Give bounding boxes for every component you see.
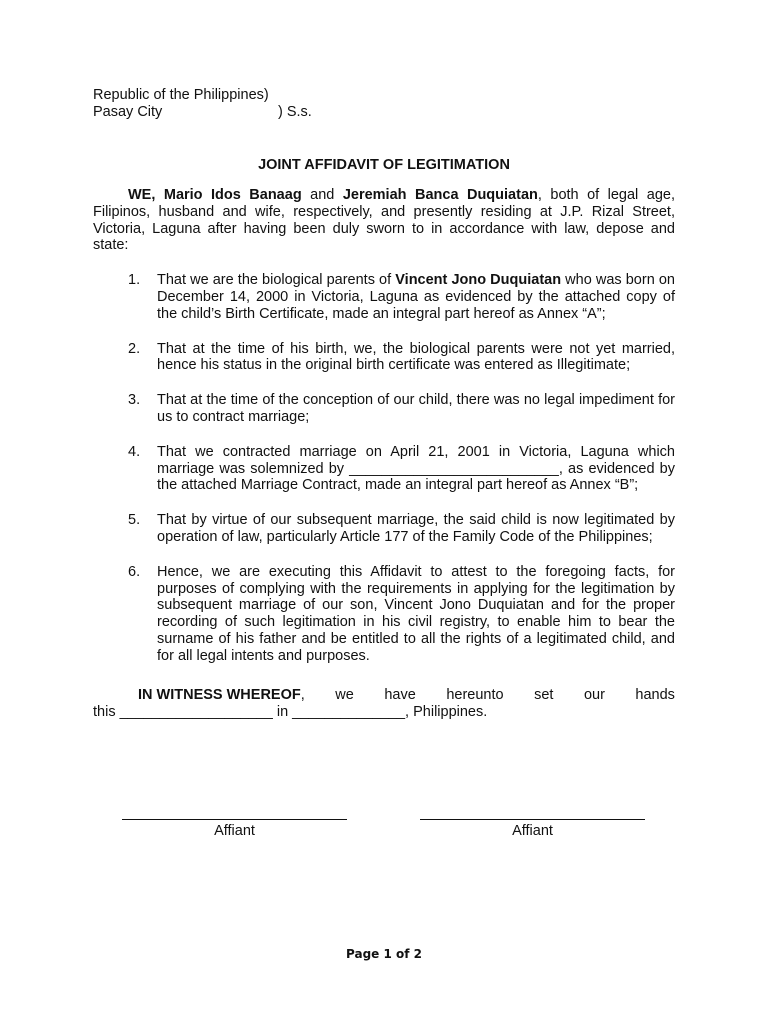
intro-paragraph: [93, 187, 675, 254]
signature-label: Affiant: [214, 823, 255, 839]
clause-5: [93, 512, 675, 546]
clause-number: 3.: [128, 392, 141, 409]
clause-text: That at the time of his birth, we, the biological parents were not yet married, hence his status in the original birth certificate was entered as Illegitimate;: [157, 340, 675, 374]
clause-text: That by virtue of our subsequent marriage, the said child is now legitimated by operation of law, particularly Article 177 of the Family Code of the Philippines;: [157, 512, 675, 545]
clause-3: [93, 392, 675, 426]
witness-heading: [138, 687, 305, 704]
intro-rest: , both of legal age, Filipinos, husband and wife, respectively, and presently residing at J.P. Rizal Street, Victoria, Laguna after having been duly sworn to in accordance with law, depose and state:: [93, 187, 675, 254]
clause-number: 6.: [128, 563, 141, 580]
witness-block: [93, 687, 675, 721]
clause-6: [93, 564, 675, 665]
affiant-1-name: WE, Mario Idos Banaag: [128, 187, 302, 203]
clause-4: [93, 444, 675, 494]
witness-line-1: [93, 687, 675, 704]
document-title: JOINT AFFIDAVIT OF LEGITIMATION: [258, 157, 510, 173]
witness-word: hands: [635, 686, 675, 703]
clause-number: 1.: [128, 272, 141, 289]
clause-number: 5.: [128, 512, 141, 529]
witness-word: have: [384, 686, 416, 703]
clause-text-post: who was born on December 14, 2000 in Victoria, Laguna as evidenced by the attached copy of the child’s Birth Certificate, made an integral part hereof as Annex “A”;: [157, 272, 675, 322]
witness-comma: ,: [300, 686, 305, 703]
page-number: Page 1 of 2: [346, 947, 422, 961]
signature-label: Affiant: [512, 823, 553, 839]
witness-word: hereunto: [446, 686, 504, 703]
clause-text: Hence, we are executing this Affidavit to attest to the foregoing facts, for purposes of complying with the requirements in applying for the legitimation by subsequent marriage of our son, Vincent Jono Duquiatan and for the proper recording of such legitimation in his civil registry, to enable him to bear the surname of his father and be entitled to all the rights of a legitimated child, and for all legal intents and purposes.: [157, 563, 675, 664]
witness-word: set: [534, 686, 554, 703]
venue-block: [93, 87, 675, 121]
clause-1: [93, 272, 675, 322]
signature-affiant-1: [122, 819, 347, 839]
venue-city-row: [93, 104, 675, 121]
venue-ss: ) S.s.: [278, 104, 312, 120]
venue-city: Pasay City: [93, 104, 163, 120]
witness-line-2: this ___________________ in ______________, Philippines.: [93, 703, 488, 720]
witness-word: we: [335, 686, 354, 703]
intro-and: and: [301, 187, 343, 203]
venue-republic: Republic of the Philippines): [93, 87, 269, 103]
clause-number: 2.: [128, 340, 141, 357]
clause-text: That we contracted marriage on April 21, 2001 in Victoria, Laguna which marriage was solemnized by __________________________, as evidenced by the attached Marriage Contract, made an integral part hereof as Annex “B”;: [157, 443, 675, 494]
affiant-2-name: Jeremiah Banca Duquiatan: [342, 187, 538, 203]
clause-list: [93, 272, 675, 664]
clause-2: [93, 341, 675, 375]
in-witness-whereof: IN WITNESS WHEREOF: [138, 686, 301, 703]
signature-affiant-2: [420, 819, 645, 839]
clause-number: 4.: [128, 443, 141, 460]
signature-line: [420, 819, 645, 820]
signature-block: [93, 819, 675, 859]
clause-text-pre: That we are the biological parents of: [157, 272, 396, 289]
affidavit-page: [93, 87, 675, 839]
clause-text: That at the time of the conception of our child, there was no legal impediment for us to contract marriage;: [157, 392, 675, 425]
witness-word: our: [583, 686, 605, 703]
child-name: Vincent Jono Duquiatan: [395, 272, 562, 289]
signature-line: [122, 819, 347, 820]
